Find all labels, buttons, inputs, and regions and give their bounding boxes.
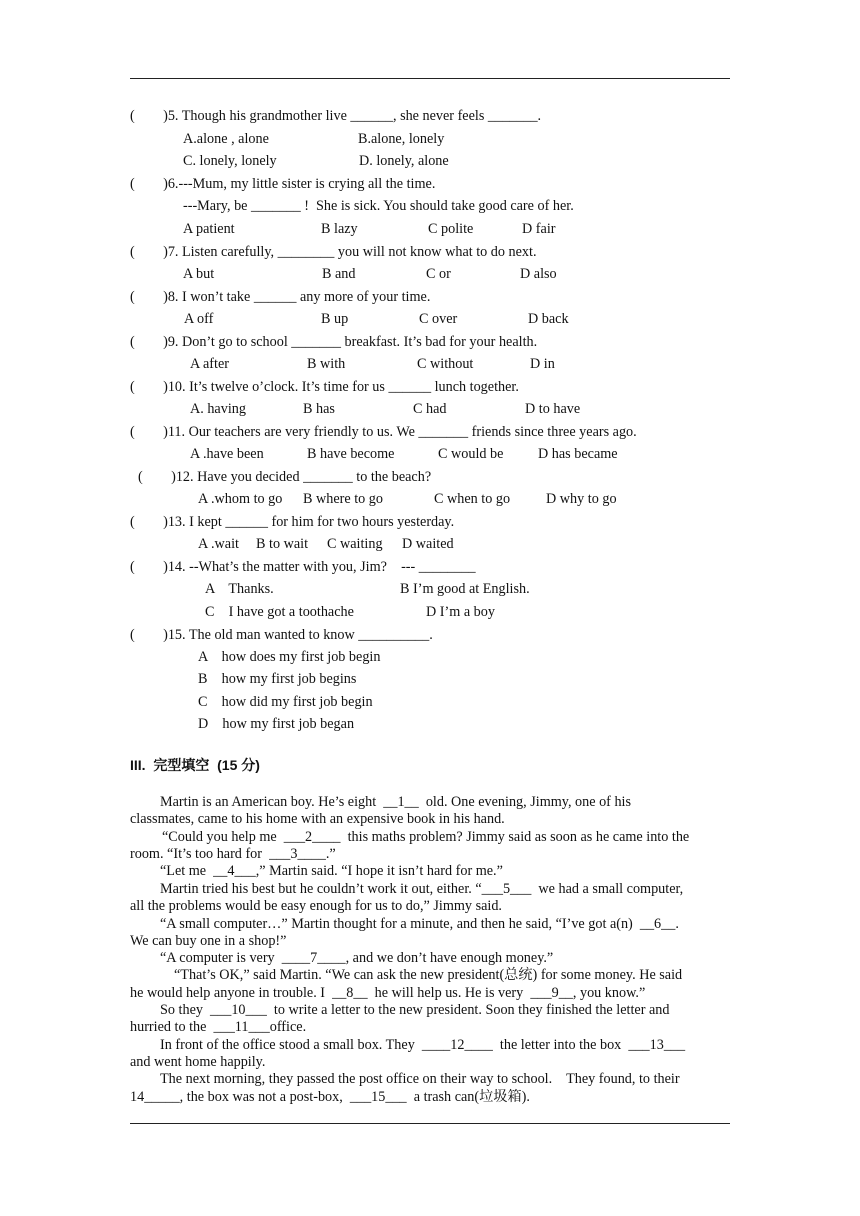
option: B with xyxy=(307,356,346,372)
option: D back xyxy=(528,311,569,327)
option: D to have xyxy=(525,401,581,417)
option: C would be xyxy=(438,446,504,462)
bottom-rule xyxy=(130,1123,730,1124)
passage-line: We can buy one in a shop!” xyxy=(130,933,287,949)
section-heading: III. 完型填空 (15 分) xyxy=(130,757,260,773)
option: C. lonely, lonely xyxy=(183,153,277,169)
passage-line: all the problems would be easy enough for us to do,” Jimmy said. xyxy=(130,898,502,914)
question-11: ( )11. Our teachers are very friendly to us. We _______ friends since three years ago. xyxy=(130,424,637,440)
passage-line: and went home happily. xyxy=(130,1054,266,1070)
passage-line: Martin tried his best but he couldn’t work it out, either. “___5___ we had a small computer, xyxy=(160,881,684,897)
question-6-line2: ---Mary, be _______ ! She is sick. You should take good care of her. xyxy=(183,198,574,214)
passage-line: hurried to the ___11___office. xyxy=(130,1019,307,1035)
option: B up xyxy=(321,311,349,327)
option: C I have got a toothache xyxy=(205,604,354,620)
question-13: ( )13. I kept ______ for him for two hours yesterday. xyxy=(130,514,455,530)
option: D. lonely, alone xyxy=(359,153,449,169)
option: A .wait xyxy=(198,536,239,552)
option: D why to go xyxy=(546,491,617,507)
question-14: ( )14. --What’s the matter with you, Jim? --- ________ xyxy=(130,559,476,575)
question-8: ( )8. I won’t take ______ any more of your time. xyxy=(130,289,431,305)
passage-line: room. “It’s too hard for ___3____.” xyxy=(130,846,336,862)
question-6: ( )6.---Mum, my little sister is crying all the time. xyxy=(130,176,436,192)
option: B I’m good at English. xyxy=(400,581,530,597)
answer-blank: ( ) xyxy=(130,559,168,575)
option: A. having xyxy=(190,401,246,417)
question-9: ( )9. Don’t go to school _______ breakfast. It’s bad for your health. xyxy=(130,334,538,350)
passage-line: So they ___10___ to write a letter to the new president. Soon they finished the letter and xyxy=(160,1002,670,1018)
passage-line: The next morning, they passed the post office on their way to school. They found, to their xyxy=(160,1071,680,1087)
option: D how my first job began xyxy=(198,716,355,732)
option: A.alone , alone xyxy=(183,131,269,147)
answer-blank: ( ) xyxy=(130,334,168,350)
answer-blank: ( ) xyxy=(130,379,168,395)
question-12: ( )12. Have you decided _______ to the beach? xyxy=(138,469,432,485)
answer-blank: ( ) xyxy=(130,289,168,305)
option: B lazy xyxy=(321,221,358,237)
option: D fair xyxy=(522,221,556,237)
passage-line: classmates, came to his home with an expensive book in his hand. xyxy=(130,811,505,827)
option: C when to go xyxy=(434,491,511,507)
passage-line: Martin is an American boy. He’s eight __1__ old. One evening, Jimmy, one of his xyxy=(160,794,631,810)
option: D also xyxy=(520,266,557,282)
question-10: ( )10. It’s twelve o’clock. It’s time for us ______ lunch together. xyxy=(130,379,519,395)
answer-blank: ( ) xyxy=(138,469,176,485)
answer-blank: ( ) xyxy=(130,108,168,124)
option: B has xyxy=(303,401,335,417)
option: B have become xyxy=(307,446,395,462)
option: C how did my first job begin xyxy=(198,694,373,710)
passage-line: “A computer is very ____7____, and we don’t have enough money.” xyxy=(160,950,554,966)
option: A .whom to go xyxy=(198,491,283,507)
answer-blank: ( ) xyxy=(130,244,168,260)
answer-blank: ( ) xyxy=(130,514,168,530)
option: B to wait xyxy=(256,536,309,552)
question-5: ( )5. Though his grandmother live ______, she never feels _______. xyxy=(130,108,542,124)
answer-blank: ( ) xyxy=(130,627,168,643)
option: C polite xyxy=(428,221,474,237)
answer-blank: ( ) xyxy=(130,176,168,192)
option: A but xyxy=(183,266,215,282)
option: B how my first job begins xyxy=(198,671,357,687)
passage-line: “A small computer…” Martin thought for a minute, and then he said, “I’ve got a(n) __6__. xyxy=(160,916,679,932)
option: A off xyxy=(184,311,214,327)
passage-line: “Could you help me ___2____ this maths problem? Jimmy said as soon as he came into the xyxy=(162,829,690,845)
option: B.alone, lonely xyxy=(358,131,445,147)
option: C over xyxy=(419,311,458,327)
option: A patient xyxy=(183,221,235,237)
option: C without xyxy=(417,356,474,372)
option: A .have been xyxy=(190,446,264,462)
option: D I’m a boy xyxy=(426,604,495,620)
passage-line: In front of the office stood a small box. They ____12____ the letter into the box ___13___ xyxy=(160,1037,686,1053)
passage-line: “That’s OK,” said Martin. “We can ask the new president(总统) for some money. He said xyxy=(174,967,683,983)
answer-blank: ( ) xyxy=(130,424,168,440)
passage-line: “Let me __4___,” Martin said. “I hope it isn’t hard for me.” xyxy=(160,863,503,879)
option: C waiting xyxy=(327,536,383,552)
option: B where to go xyxy=(303,491,383,507)
option: D has became xyxy=(538,446,618,462)
passage-line: he would help anyone in trouble. I __8__ he will help us. He is very ___9__, you know.” xyxy=(130,985,646,1001)
question-7: ( )7. Listen carefully, ________ you will not know what to do next. xyxy=(130,244,537,260)
option: C or xyxy=(426,266,451,282)
top-rule xyxy=(130,78,730,79)
option: A after xyxy=(190,356,229,372)
option: A how does my first job begin xyxy=(198,649,381,665)
option: B and xyxy=(322,266,356,282)
option: D in xyxy=(530,356,555,372)
option: C had xyxy=(413,401,447,417)
option: D waited xyxy=(402,536,454,552)
question-15: ( )15. The old man wanted to know __________. xyxy=(130,627,433,643)
option: A Thanks. xyxy=(205,581,274,597)
passage-line: 14_____, the box was not a post-box, ___15___ a trash can(垃圾箱). xyxy=(130,1089,530,1105)
